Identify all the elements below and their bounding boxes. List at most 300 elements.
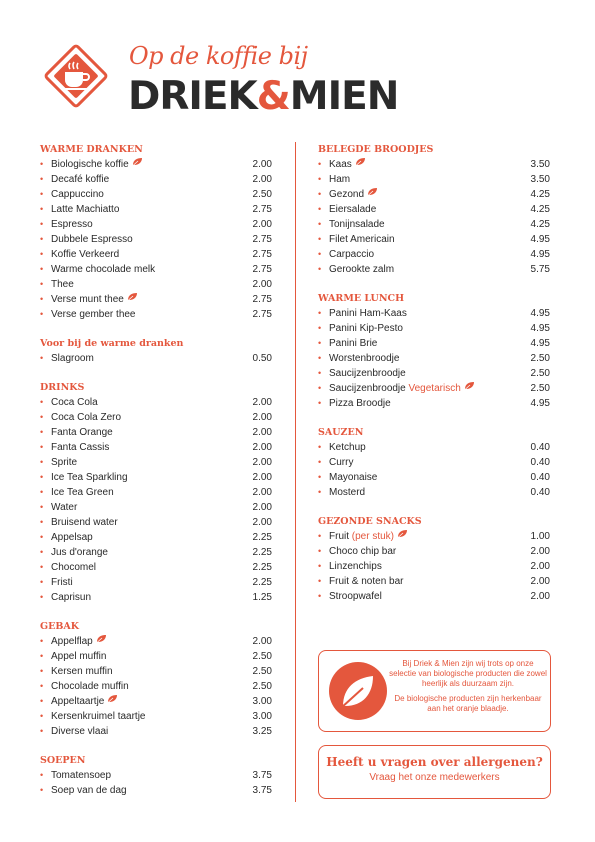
item-price: 4.95 <box>530 308 550 319</box>
menu-item <box>40 709 272 724</box>
bullet-icon: • <box>318 249 322 259</box>
brand-first: DRIEK <box>128 74 257 119</box>
item-name-group <box>51 724 108 739</box>
item-price: 3.75 <box>252 770 272 781</box>
item-name: Tonijnsalade <box>329 219 385 230</box>
menu-item <box>40 351 272 366</box>
item-name-group <box>51 783 127 798</box>
item-name: Latte Machiatto <box>51 204 120 215</box>
item-name-group <box>51 292 138 307</box>
menu-item <box>40 277 272 292</box>
item-price: 2.00 <box>530 561 550 572</box>
bullet-icon: • <box>40 309 44 319</box>
header <box>40 40 460 120</box>
menu-item <box>40 783 272 798</box>
item-name-group <box>51 590 91 605</box>
item-name: Ice Tea Green <box>51 487 114 498</box>
item-name-group <box>51 217 93 232</box>
item-price: 2.25 <box>252 577 272 588</box>
item-price: 2.75 <box>252 309 272 320</box>
item-price: 2.00 <box>252 397 272 408</box>
item-name: Tomatensoep <box>51 770 112 781</box>
item-name: Water <box>51 502 78 513</box>
item-price: 3.50 <box>530 159 550 170</box>
item-name: Cappuccino <box>51 189 104 200</box>
bullet-icon: • <box>40 294 44 304</box>
item-name: Kersen muffin <box>51 666 113 677</box>
leaf-icon <box>96 633 107 648</box>
item-name: Slagroom <box>51 353 94 364</box>
item-name: Choco chip bar <box>329 546 397 557</box>
bullet-icon: • <box>40 457 44 467</box>
tagline: Op de koffie bij <box>129 42 308 70</box>
leaf-icon <box>397 528 408 543</box>
item-name-group <box>51 709 145 724</box>
menu-section <box>40 336 272 366</box>
bullet-icon: • <box>40 353 44 363</box>
menu-item <box>40 679 272 694</box>
allergen-title: Heeft u vragen over allergenen? <box>326 755 543 769</box>
menu-item <box>318 366 550 381</box>
section-title: WARME LUNCH <box>318 293 405 304</box>
item-price: 2.25 <box>252 532 272 543</box>
item-name-group <box>51 410 121 425</box>
bullet-icon: • <box>318 531 322 541</box>
item-price: 2.00 <box>252 219 272 230</box>
bullet-icon: • <box>40 696 44 706</box>
bullet-icon: • <box>318 264 322 274</box>
bullet-icon: • <box>318 174 322 184</box>
section-title: DRINKS <box>40 382 85 393</box>
item-price: 5.75 <box>530 264 550 275</box>
menu-item <box>40 515 272 530</box>
item-name: Verse munt thee <box>51 294 124 305</box>
item-price: 3.75 <box>252 785 272 796</box>
item-name-group <box>51 262 155 277</box>
brand-last: MIEN <box>289 74 399 119</box>
menu-item <box>318 232 550 247</box>
bullet-icon: • <box>318 398 322 408</box>
item-name-group <box>51 470 128 485</box>
item-name-group <box>51 500 77 515</box>
leaf-icon <box>107 693 118 708</box>
menu-item <box>318 455 550 470</box>
menu-item <box>40 455 272 470</box>
item-price: 2.00 <box>252 442 272 453</box>
menu-item <box>318 485 550 500</box>
menu-item <box>318 574 550 589</box>
item-note: (per stuk) <box>351 531 395 542</box>
menu-item <box>318 336 550 351</box>
item-price: 0.40 <box>530 457 550 468</box>
allergen-box <box>318 745 551 799</box>
item-name: Gezond <box>329 189 365 200</box>
item-name-group <box>51 530 93 545</box>
bullet-icon: • <box>40 264 44 274</box>
item-price: 3.00 <box>252 696 272 707</box>
bullet-icon: • <box>318 487 322 497</box>
item-name: Eiersalade <box>329 204 377 215</box>
item-price: 2.00 <box>252 427 272 438</box>
section-title: SAUZEN <box>318 427 364 438</box>
item-name: Saucijzenbroodje <box>329 383 406 394</box>
item-name: Appel muffin <box>51 651 107 662</box>
menu-item <box>40 634 272 649</box>
section-title: GEBAK <box>40 621 80 632</box>
item-name-group <box>329 485 365 500</box>
item-name-group <box>329 574 403 589</box>
bullet-icon: • <box>318 159 322 169</box>
item-name: Ketchup <box>329 442 366 453</box>
menu-section <box>40 753 272 798</box>
item-price: 2.00 <box>252 517 272 528</box>
bullet-icon: • <box>318 308 322 318</box>
item-name-group <box>329 366 406 381</box>
item-name: Bruisend water <box>51 517 118 528</box>
item-name: Gerookte zalm <box>329 264 395 275</box>
bullet-icon: • <box>318 383 322 393</box>
item-name-group <box>329 157 366 172</box>
bullet-icon: • <box>40 427 44 437</box>
item-price: 4.95 <box>530 398 550 409</box>
bullet-icon: • <box>318 576 322 586</box>
organic-info-box <box>318 650 551 732</box>
menu-section <box>318 142 550 277</box>
menu-item <box>40 262 272 277</box>
item-name-group <box>329 306 407 321</box>
leaf-icon <box>367 186 378 201</box>
item-price: 2.00 <box>252 412 272 423</box>
item-name: Mosterd <box>329 487 366 498</box>
item-note: Vegetarisch <box>408 383 461 394</box>
item-price: 2.00 <box>530 591 550 602</box>
item-name-group <box>329 440 366 455</box>
section-title: Voor bij de warme dranken <box>40 338 184 349</box>
item-price: 4.25 <box>530 219 550 230</box>
bullet-icon: • <box>318 219 322 229</box>
organic-info-text <box>389 659 547 719</box>
bullet-icon: • <box>40 666 44 676</box>
bullet-icon: • <box>40 472 44 482</box>
item-name-group <box>51 485 114 500</box>
item-price: 4.95 <box>530 234 550 245</box>
bullet-icon: • <box>40 532 44 542</box>
item-price: 2.75 <box>252 204 272 215</box>
item-price: 3.50 <box>530 174 550 185</box>
item-name-group <box>51 575 73 590</box>
item-name: Worstenbroodje <box>329 353 400 364</box>
item-name-group <box>329 544 396 559</box>
item-price: 2.00 <box>252 502 272 513</box>
item-name-group <box>329 351 399 366</box>
item-price: 4.95 <box>530 338 550 349</box>
bullet-icon: • <box>318 204 322 214</box>
item-name: Appelsap <box>51 532 93 543</box>
item-name-group <box>329 172 350 187</box>
bullet-icon: • <box>40 502 44 512</box>
leaf-icon <box>132 156 143 171</box>
item-name: Fruit <box>329 531 349 542</box>
item-name: Soep van de dag <box>51 785 127 796</box>
item-name: Saucijzenbroodje <box>329 368 406 379</box>
item-name: Warme chocolade melk <box>51 264 156 275</box>
menu-item <box>40 485 272 500</box>
item-name-group <box>329 529 408 544</box>
bullet-icon: • <box>40 785 44 795</box>
item-name: Fanta Orange <box>51 427 113 438</box>
item-name-group <box>329 336 377 351</box>
section-title: WARME DRANKEN <box>40 144 143 155</box>
item-name-group <box>51 202 119 217</box>
menu-item <box>40 217 272 232</box>
bullet-icon: • <box>40 770 44 780</box>
menu-item <box>40 545 272 560</box>
item-name-group <box>329 589 382 604</box>
menu-section <box>318 291 550 411</box>
item-name-group <box>51 187 104 202</box>
item-price: 2.75 <box>252 249 272 260</box>
bullet-icon: • <box>318 353 322 363</box>
menu-item <box>40 694 272 709</box>
menu-item <box>40 202 272 217</box>
menu-item <box>40 440 272 455</box>
item-price: 2.00 <box>252 487 272 498</box>
menu-item <box>318 396 550 411</box>
allergen-subtitle: Vraag het onze medewerkers <box>369 772 500 783</box>
menu-section <box>318 425 550 500</box>
item-name: Pizza Broodje <box>329 398 391 409</box>
item-price: 1.25 <box>252 592 272 603</box>
item-price: 2.50 <box>252 666 272 677</box>
item-price: 2.75 <box>252 294 272 305</box>
bullet-icon: • <box>40 711 44 721</box>
item-price: 4.25 <box>530 204 550 215</box>
item-name: Jus d'orange <box>51 547 108 558</box>
item-name-group <box>51 351 94 366</box>
item-price: 0.40 <box>530 472 550 483</box>
menu-item <box>318 529 550 544</box>
item-price: 2.00 <box>252 174 272 185</box>
bullet-icon: • <box>318 591 322 601</box>
menu-item <box>318 247 550 262</box>
menu-item <box>40 395 272 410</box>
menu-item <box>40 307 272 322</box>
item-name-group <box>51 157 143 172</box>
menu-item <box>318 440 550 455</box>
section-title: SOEPEN <box>40 755 86 766</box>
bullet-icon: • <box>40 562 44 572</box>
item-name: Appelflap <box>51 636 93 647</box>
item-name: Chocolade muffin <box>51 681 129 692</box>
item-name: Panini Brie <box>329 338 378 349</box>
item-name-group <box>51 768 111 783</box>
menu-section <box>318 514 550 604</box>
item-name-group <box>51 455 77 470</box>
item-name: Coca Cola <box>51 397 98 408</box>
menu-item <box>40 232 272 247</box>
item-name: Mayonaise <box>329 472 378 483</box>
item-price: 1.00 <box>530 531 550 542</box>
item-name-group <box>329 559 382 574</box>
bullet-icon: • <box>40 219 44 229</box>
leaf-icon <box>464 380 475 395</box>
bullet-icon: • <box>40 651 44 661</box>
bullet-icon: • <box>40 577 44 587</box>
item-price: 2.25 <box>252 547 272 558</box>
info-paragraph-2: De biologische producten zijn herkenbaar aan het oranje blaadje. <box>394 694 542 713</box>
bullet-icon: • <box>40 547 44 557</box>
item-name-group <box>51 232 133 247</box>
bullet-icon: • <box>40 189 44 199</box>
menu-item <box>40 157 272 172</box>
menu-item <box>318 217 550 232</box>
menu-item <box>40 172 272 187</box>
item-price: 0.40 <box>530 487 550 498</box>
menu-item <box>318 381 550 396</box>
item-name: Panini Kip-Pesto <box>329 323 403 334</box>
item-price: 2.00 <box>530 546 550 557</box>
bullet-icon: • <box>40 412 44 422</box>
bullet-icon: • <box>318 561 322 571</box>
menu-item <box>318 470 550 485</box>
item-name: Biologische koffie <box>51 159 129 170</box>
item-name: Decafé koffie <box>51 174 110 185</box>
item-name-group <box>51 440 109 455</box>
bullet-icon: • <box>40 442 44 452</box>
menu-item <box>40 470 272 485</box>
item-price: 4.95 <box>530 249 550 260</box>
item-name-group <box>329 187 378 202</box>
menu-item <box>40 664 272 679</box>
menu-item <box>318 306 550 321</box>
bullet-icon: • <box>40 279 44 289</box>
menu-item <box>318 262 550 277</box>
bullet-icon: • <box>40 726 44 736</box>
bullet-icon: • <box>40 174 44 184</box>
item-name-group <box>51 694 118 709</box>
menu-item <box>40 590 272 605</box>
menu-item <box>40 530 272 545</box>
item-name: Panini Ham-Kaas <box>329 308 407 319</box>
item-name: Coca Cola Zero <box>51 412 122 423</box>
bullet-icon: • <box>40 249 44 259</box>
item-name: Thee <box>51 279 74 290</box>
item-price: 2.25 <box>252 562 272 573</box>
item-price: 2.50 <box>530 353 550 364</box>
item-name-group <box>329 217 385 232</box>
item-name: Filet Americain <box>329 234 395 245</box>
menu-column-left <box>40 142 272 812</box>
bullet-icon: • <box>40 636 44 646</box>
item-price: 2.00 <box>252 159 272 170</box>
item-price: 0.50 <box>252 353 272 364</box>
menu-item <box>40 649 272 664</box>
item-name-group <box>329 202 376 217</box>
menu-item <box>40 247 272 262</box>
item-name-group <box>51 634 107 649</box>
menu-item <box>40 768 272 783</box>
leaf-icon <box>355 156 366 171</box>
item-price: 3.00 <box>252 711 272 722</box>
item-name: Sprite <box>51 457 78 468</box>
section-title: GEZONDE SNACKS <box>318 516 422 527</box>
item-name-group <box>51 664 113 679</box>
item-name: Carpaccio <box>329 249 375 260</box>
item-name-group <box>329 262 394 277</box>
item-price: 2.00 <box>252 457 272 468</box>
menu-item <box>318 589 550 604</box>
item-name-group <box>51 560 96 575</box>
item-name-group <box>329 232 395 247</box>
item-price: 2.75 <box>252 264 272 275</box>
item-name: Diverse vlaai <box>51 726 109 737</box>
info-paragraph-1: Bij Driek & Mien zijn wij trots op onze selectie van biologische producten die zowel heerlijk als duurzaam zijn. <box>389 659 547 688</box>
menu-item <box>40 187 272 202</box>
menu-item <box>40 575 272 590</box>
bullet-icon: • <box>318 472 322 482</box>
bullet-icon: • <box>318 368 322 378</box>
item-price: 2.00 <box>530 576 550 587</box>
section-title: BELEGDE BROODJES <box>318 144 434 155</box>
menu-item <box>40 425 272 440</box>
item-name: Fruit & noten bar <box>329 576 404 587</box>
bullet-icon: • <box>318 323 322 333</box>
menu-item <box>318 172 550 187</box>
item-name-group <box>51 679 129 694</box>
item-price: 2.50 <box>530 368 550 379</box>
menu-item <box>40 724 272 739</box>
item-name: Fristi <box>51 577 73 588</box>
item-name-group <box>329 455 353 470</box>
item-name: Stroopwafel <box>329 591 382 602</box>
item-price: 4.25 <box>530 189 550 200</box>
item-name: Dubbele Espresso <box>51 234 133 245</box>
item-name-group <box>329 321 403 336</box>
item-name: Espresso <box>51 219 93 230</box>
column-divider <box>295 142 296 802</box>
item-name: Koffie Verkeerd <box>51 249 120 260</box>
leaf-icon <box>329 662 387 720</box>
item-name: Chocomel <box>51 562 97 573</box>
item-price: 2.00 <box>252 636 272 647</box>
bullet-icon: • <box>40 397 44 407</box>
item-price: 0.40 <box>530 442 550 453</box>
item-name: Appeltaartje <box>51 696 105 707</box>
menu-column-right <box>318 142 550 618</box>
bullet-icon: • <box>40 234 44 244</box>
menu-item <box>40 560 272 575</box>
menu-item <box>318 544 550 559</box>
bullet-icon: • <box>40 517 44 527</box>
bullet-icon: • <box>40 487 44 497</box>
item-name-group <box>329 381 475 396</box>
bullet-icon: • <box>318 546 322 556</box>
brand-ampersand: & <box>256 74 290 119</box>
brand-name <box>128 74 399 119</box>
menu-item <box>40 500 272 515</box>
item-price: 2.50 <box>252 681 272 692</box>
bullet-icon: • <box>318 338 322 348</box>
item-name-group <box>51 545 108 560</box>
menu-item <box>318 187 550 202</box>
item-name: Linzenchips <box>329 561 382 572</box>
bullet-icon: • <box>318 234 322 244</box>
leaf-icon <box>127 291 138 306</box>
item-price: 2.00 <box>252 472 272 483</box>
item-price: 4.95 <box>530 323 550 334</box>
bullet-icon: • <box>318 442 322 452</box>
item-name-group <box>51 395 98 410</box>
